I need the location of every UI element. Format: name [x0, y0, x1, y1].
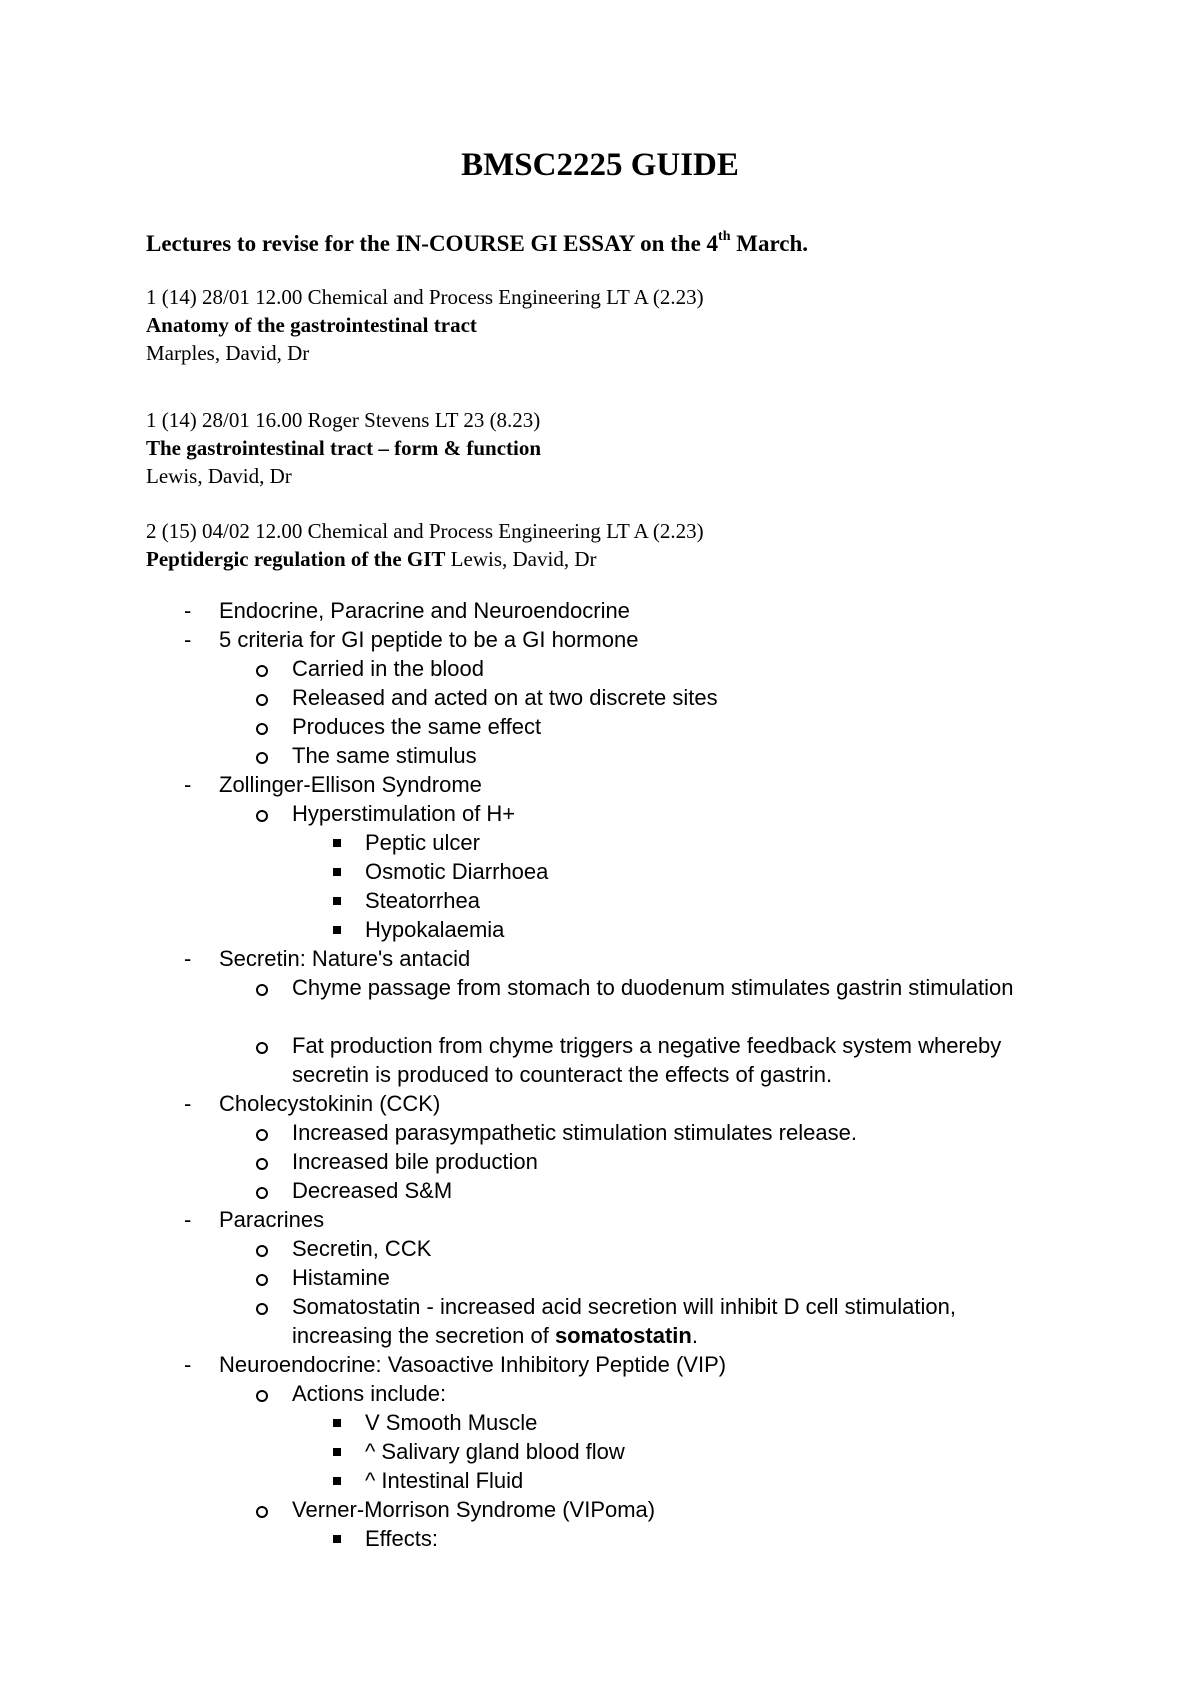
list-item-label: ^ Salivary gland blood flow [365, 1439, 625, 1464]
list-item-text [365, 828, 480, 857]
list-item-text [292, 1292, 1052, 1350]
list-item [0, 596, 1200, 625]
list-item-text [292, 712, 1052, 741]
dash-bullet: - [184, 1091, 192, 1116]
list-item-text [292, 1147, 1052, 1176]
list-item [0, 741, 1200, 770]
list-item [0, 857, 1200, 886]
list-item [0, 1466, 1200, 1495]
circle-bullet-icon [256, 1042, 268, 1054]
list-item-label: Carried in the blood [292, 656, 485, 681]
list-item [0, 1408, 1200, 1437]
subtitle-text-end: March. [730, 231, 808, 256]
list-item [0, 1205, 1200, 1234]
circle-bullet-icon [256, 984, 268, 996]
list-item [0, 770, 1200, 799]
notes-list [0, 596, 1200, 1553]
list-item-text [219, 625, 638, 654]
list-item-text [365, 886, 480, 915]
lecture-topic: Peptidergic regulation of the GIT [146, 547, 446, 571]
list-item-text [219, 1089, 440, 1118]
lecture-session: 1 (14) 28/01 16.00 Roger Stevens LT 23 (8.23) [146, 408, 541, 432]
circle-bullet-icon [256, 1506, 268, 1518]
list-item-label: Released and acted on at two discrete sites [292, 685, 718, 710]
square-bullet-icon [333, 1448, 341, 1456]
list-item-text [292, 654, 1052, 683]
emphasized-term: somatostatin [554, 1323, 692, 1348]
list-item [0, 973, 1200, 1031]
list-item-label: Chyme passage from stomach to duodenum stimulates gastrin stimulation [292, 975, 1014, 1000]
list-item-text [292, 741, 1052, 770]
dash-bullet: - [184, 1207, 192, 1232]
list-item-label: Histamine [292, 1265, 390, 1290]
list-item-text [365, 1524, 438, 1553]
dash-bullet: - [184, 1352, 192, 1377]
list-item-tail: . [691, 1323, 698, 1348]
document-subtitle [146, 229, 808, 259]
dash-bullet: - [184, 598, 192, 623]
square-bullet-icon [333, 868, 341, 876]
list-item [0, 1118, 1200, 1147]
list-item-label: 5 criteria for GI peptide to be a GI hormone [219, 627, 639, 652]
list-item-label: Decreased S&M [292, 1178, 453, 1203]
list-item-text [219, 1205, 324, 1234]
list-item-text [292, 973, 1052, 1002]
list-item [0, 1263, 1200, 1292]
list-item-text [365, 857, 548, 886]
list-item-label: Hyperstimulation of H+ [292, 801, 516, 826]
circle-bullet-icon [256, 1390, 268, 1402]
square-bullet-icon [333, 1477, 341, 1485]
list-item-label: Hypokalaemia [365, 917, 505, 942]
circle-bullet-icon [256, 1274, 268, 1286]
lecture-session: 2 (15) 04/02 12.00 Chemical and Process Engineering LT A (2.23) [146, 519, 704, 543]
lecture-session: 1 (14) 28/01 12.00 Chemical and Process Engineering LT A (2.23) [146, 285, 704, 309]
list-item-label: Fat production from chyme triggers a negative feedback system whereby secretin is produced to counteract the effects of gastrin. [292, 1033, 1002, 1087]
list-item-text [365, 1408, 537, 1437]
list-item [0, 1495, 1200, 1524]
circle-bullet-icon [256, 1245, 268, 1257]
list-item [0, 712, 1200, 741]
lecture-topic: The gastrointestinal tract – form & function [146, 436, 542, 460]
subtitle-superscript: th [718, 229, 731, 245]
list-item-label: Somatostatin - increased acid secretion will inhibit D cell stimulation, increasing the secretion of [292, 1294, 956, 1348]
list-item-label: ^ Intestinal Fluid [365, 1468, 524, 1493]
list-item-label: Verner-Morrison Syndrome (VIPoma) [292, 1497, 656, 1522]
square-bullet-icon [333, 897, 341, 905]
list-item-label: Increased parasympathetic stimulation stimulates release. [292, 1120, 857, 1145]
list-item-text [365, 1466, 523, 1495]
square-bullet-icon [333, 1419, 341, 1427]
list-item-label: The same stimulus [292, 743, 477, 768]
list-item [0, 1147, 1200, 1176]
list-item [0, 1031, 1200, 1089]
circle-bullet-icon [256, 1303, 268, 1315]
list-item-label: Zollinger-Ellison Syndrome [219, 772, 482, 797]
list-item-label: Produces the same effect [292, 714, 542, 739]
list-item-text [292, 1495, 1052, 1524]
list-item-label: Paracrines [219, 1207, 325, 1232]
list-item-text [292, 1379, 1052, 1408]
list-item [0, 1176, 1200, 1205]
list-item-label: Steatorrhea [365, 888, 480, 913]
list-item-text [219, 944, 470, 973]
list-item-label: Secretin, CCK [292, 1236, 432, 1261]
subtitle-text: Lectures to revise for the IN-COURSE GI ESSAY on the 4 [146, 231, 719, 256]
lecture-entry [146, 406, 541, 490]
list-item [0, 828, 1200, 857]
square-bullet-icon [333, 1535, 341, 1543]
circle-bullet-icon [256, 694, 268, 706]
list-item-text [219, 1350, 726, 1379]
list-item-text [292, 1031, 1052, 1089]
list-item [0, 1437, 1200, 1466]
lecture-lecturer: Lewis, David, Dr [450, 547, 597, 571]
list-item-label: Endocrine, Paracrine and Neuroendocrine [219, 598, 630, 623]
list-item-text [292, 683, 1052, 712]
list-item [0, 915, 1200, 944]
list-item-label: V Smooth Muscle [365, 1410, 538, 1435]
list-item [0, 799, 1200, 828]
list-item-text [365, 1437, 625, 1466]
lecture-lecturer: Marples, David, Dr [146, 341, 310, 365]
dash-bullet: - [184, 627, 192, 652]
dash-bullet: - [184, 772, 192, 797]
list-item-label: Peptic ulcer [365, 830, 480, 855]
lecture-lecturer: Lewis, David, Dr [146, 464, 292, 488]
list-item [0, 1524, 1200, 1553]
list-item-label: Cholecystokinin (CCK) [219, 1091, 441, 1116]
list-item [0, 625, 1200, 654]
circle-bullet-icon [256, 810, 268, 822]
list-item [0, 1350, 1200, 1379]
list-item-label: Neuroendocrine: Vasoactive Inhibitory Peptide (VIP) [219, 1352, 727, 1377]
list-item-text [219, 596, 630, 625]
document-title: BMSC2225 GUIDE [461, 147, 739, 183]
list-item-label: Effects: [365, 1526, 438, 1551]
circle-bullet-icon [256, 752, 268, 764]
circle-bullet-icon [256, 1158, 268, 1170]
list-item-text [292, 1263, 1052, 1292]
square-bullet-icon [333, 926, 341, 934]
list-item [0, 683, 1200, 712]
list-item-text [292, 1118, 1052, 1147]
list-item [0, 1234, 1200, 1263]
circle-bullet-icon [256, 665, 268, 677]
list-item-label: Actions include: [292, 1381, 447, 1406]
list-item [0, 1379, 1200, 1408]
lecture-topic: Anatomy of the gastrointestinal tract [146, 313, 477, 337]
dash-bullet: - [184, 946, 192, 971]
circle-bullet-icon [256, 723, 268, 735]
list-item-label: Increased bile production [292, 1149, 538, 1174]
list-item-label: Osmotic Diarrhoea [365, 859, 549, 884]
list-item [0, 654, 1200, 683]
list-item-label: Secretin: Nature's antacid [219, 946, 471, 971]
list-item-text [292, 799, 1052, 828]
lecture-entry [146, 283, 704, 367]
circle-bullet-icon [256, 1187, 268, 1199]
list-item-text [292, 1176, 1052, 1205]
list-item [0, 1292, 1200, 1350]
list-item-text [365, 915, 504, 944]
list-item [0, 1089, 1200, 1118]
circle-bullet-icon [256, 1129, 268, 1141]
square-bullet-icon [333, 839, 341, 847]
lecture-entry [146, 517, 704, 573]
list-item-text [219, 770, 482, 799]
list-item-text [292, 1234, 1052, 1263]
list-item [0, 886, 1200, 915]
list-item [0, 944, 1200, 973]
